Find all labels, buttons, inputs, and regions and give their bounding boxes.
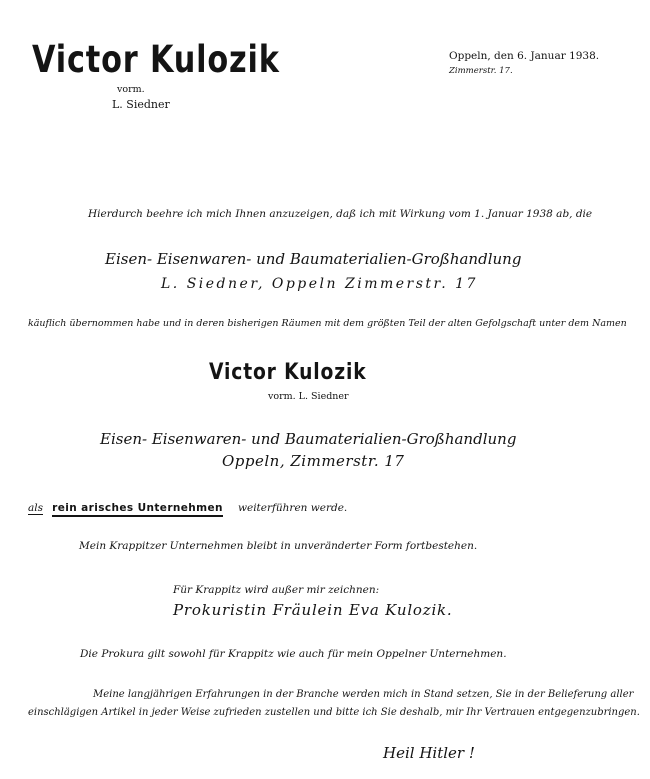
intro-paragraph: Hierdurch beehre ich mich Ihnen anzuzeigen, daß ich mit Wirkung vom 1. Januar 1938 ab, die [88, 208, 593, 220]
letterhead-predecessor: L. Siedner [112, 98, 170, 111]
krappitz-paragraph: Mein Krappitzer Unternehmen bleibt in unveränderter Form fortbestehen. [79, 540, 478, 552]
continuation-line [28, 496, 347, 515]
date-line: Oppeln, den 6. Januar 1938. [449, 50, 600, 62]
new-firm-address: Oppeln, Zimmerstr. 17 [222, 452, 405, 470]
old-trade-name: Eisen- Eisenwaren- und Baumaterialien-Großhandlung [105, 250, 522, 268]
salutation: Heil Hitler ! [383, 744, 475, 762]
closing-paragraph-line-2: einschlägigen Artikel in jeder Weise zufrieden zustellen und bitte ich Sie deshalb, mir Ihr Vertrauen entgegenzubringen. [28, 707, 640, 718]
letterhead-firm-name: Victor Kulozik [32, 38, 280, 81]
closing-paragraph-line-1: Meine langjährigen Erfahrungen in der Branche werden mich in Stand setzen, Sie in der Belieferung aller [93, 689, 634, 700]
new-trade-name: Eisen- Eisenwaren- und Baumaterialien-Großhandlung [100, 430, 517, 448]
street-address: Zimmerstr. 17. [449, 66, 513, 76]
letterhead-formerly: vorm. [117, 84, 145, 95]
old-firm-address: L. Siedner, Oppeln Zimmerstr. 17 [161, 276, 478, 292]
prokura-paragraph: Die Prokura gilt sowohl für Krappitz wie auch für mein Oppelner Unternehmen. [80, 648, 507, 660]
new-firm-name: Victor Kulozik [209, 360, 367, 385]
new-firm-formerly: vorm. L. Siedner [268, 391, 349, 402]
signing-intro: Für Krappitz wird außer mir zeichnen: [173, 584, 380, 596]
continuation-emphasis: rein arisches Unternehmen [52, 502, 223, 517]
continuation-suffix: weiterführen werde. [238, 502, 348, 514]
takeover-paragraph: käuflich übernommen habe und in deren bisherigen Räumen mit dem größten Teil der alten Gefolgschaft unter dem Namen [28, 318, 627, 329]
signatory-name: Prokuristin Fräulein Eva Kulozik. [173, 601, 453, 619]
continuation-prefix: als [28, 502, 44, 514]
